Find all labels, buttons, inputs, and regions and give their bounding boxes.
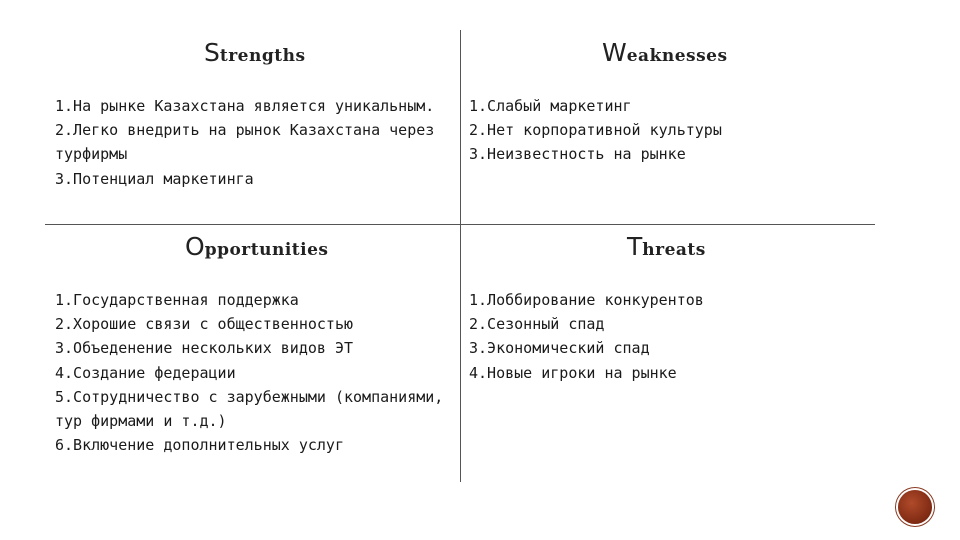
strengths-heading-initial: S [204, 38, 220, 67]
list-item: 4.Создание федерации [55, 363, 236, 382]
list-item: 2.Нет корпоративной культуры [469, 121, 722, 140]
opportunities-heading [185, 232, 328, 261]
list-item: 1.Государственная поддержка [55, 291, 299, 309]
list-item: 1.На рынке Казахстана является уникальным. [55, 97, 435, 115]
list-item: 2.Хорошие связи с общественностью [55, 315, 354, 334]
strengths-heading-rest: trengths [219, 46, 306, 66]
list-item: 6.Включение дополнительных услуг [55, 436, 344, 455]
list-item: 3.Неизвестность на рынке [469, 145, 686, 164]
list-item: 3.Экономический спад [469, 339, 650, 358]
horizontal-divider [45, 224, 875, 225]
weaknesses-heading-initial: W [602, 38, 627, 67]
list-item: тур фирмами и т.д.) [55, 412, 227, 431]
list-item: 1.Лоббирование конкурентов [469, 291, 704, 309]
threats-heading-rest: hreats [642, 240, 706, 260]
strengths-list [55, 94, 434, 191]
list-item: 5.Сотрудничество с зарубежными (компаниями, [55, 387, 444, 406]
weaknesses-heading-rest: eaknesses [626, 46, 728, 66]
vertical-divider [460, 30, 461, 482]
strengths-heading [204, 38, 306, 67]
opportunities-list [55, 288, 443, 457]
slide-badge-icon [898, 490, 932, 524]
list-item: 3.Потенциал маркетинга [55, 169, 254, 188]
list-item: 2.Сезонный спад [469, 315, 605, 334]
list-item: 2.Легко внедрить на рынок Казахстана через [55, 121, 435, 140]
opportunities-heading-rest: pportunities [204, 240, 329, 260]
list-item: турфирмы [55, 145, 128, 164]
weaknesses-list [469, 94, 722, 167]
threats-heading-initial: T [627, 232, 643, 261]
threats-heading [627, 232, 706, 261]
list-item: 4.Новые игроки на рынке [469, 363, 677, 382]
list-item: 3.Объеденение нескольких видов ЭТ [55, 339, 354, 358]
list-item: 1.Слабый маркетинг [469, 97, 632, 115]
threats-list [469, 288, 704, 385]
weaknesses-heading [602, 38, 728, 67]
opportunities-heading-initial: O [185, 232, 205, 261]
